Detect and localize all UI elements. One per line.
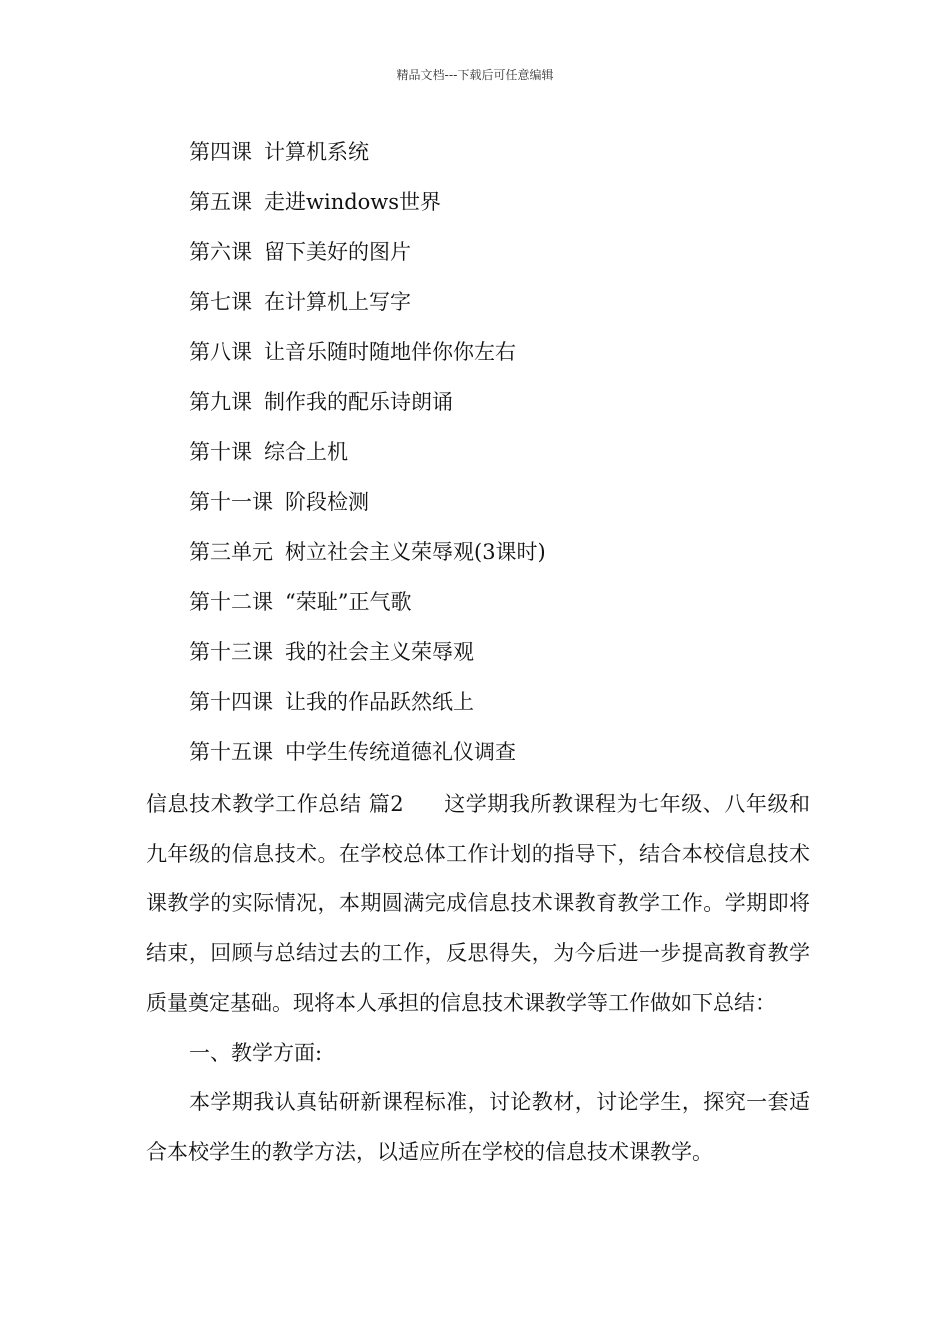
lesson-number: 第十三课 [189,640,273,664]
list-item [189,582,546,632]
lesson-title: 让我的作品跃然纸上 [285,690,474,714]
lesson-number: 第六课 [189,240,252,264]
lesson-number: 第八课 [189,340,252,364]
list-item [189,282,546,332]
list-item [189,132,546,182]
lesson-number: 第四课 [189,140,252,164]
lesson-title: “荣耻”正气歌 [285,590,412,614]
list-item [189,382,546,432]
article-heading: 信息技术教学工作总结 篇2 [146,792,404,816]
list-item [189,232,546,282]
lesson-number: 第十四课 [189,690,273,714]
lesson-number: 第九课 [189,390,252,414]
lesson-number: 第五课 [189,190,252,214]
section-title: 一、教学方面: [189,1040,323,1065]
list-item [189,332,546,382]
lesson-title: 留下美好的图片 [264,240,411,264]
lesson-title: 在计算机上写字 [264,290,411,314]
article-intro: 这学期我所教课程为七年级、八年级和九年级的信息技术。在学校总体工作计划的指导下，结合本校信息技术课教学的实际情况，本期圆满完成信息技术课教育教学工作。学期即将结束，回顾与总结过去的工作，反思得失，为今后进一步提高教育教学质量奠定基础。现将本人承担的信息技术课教学等工作做如下总结： [146,792,810,1015]
list-item [189,482,546,532]
lesson-title: 让音乐随时随地伴你你左右 [264,340,516,364]
list-item [189,682,546,732]
lesson-number: 第十一课 [189,490,273,514]
list-item [189,532,546,582]
article-body [146,780,810,1178]
unit-number: 第三单元 [189,540,273,564]
lesson-number: 第十二课 [189,590,273,614]
lesson-title: 我的社会主义荣辱观 [285,640,474,664]
list-item [189,732,546,782]
section-paragraph: 本学期我认真钻研新课程标准，讨论教材，讨论学生，探究一套适合本校学生的教学方法，以适应所在学校的信息技术课教学。 [146,1090,810,1164]
lesson-title: 中学生传统道德礼仪调查 [285,740,516,764]
lesson-title: 计算机系统 [264,140,369,164]
lesson-title: 走进windows世界 [264,190,442,214]
page-header: 精品文档---下载后可任意编辑 [396,68,554,82]
lesson-number: 第十课 [189,440,252,464]
lesson-number: 第十五课 [189,740,273,764]
list-item [189,182,546,232]
lesson-list [189,132,546,782]
lesson-title: 制作我的配乐诗朗诵 [264,390,453,414]
article-intro-paragraph [146,780,810,1029]
list-item [189,432,546,482]
unit-title: 树立社会主义荣辱观(3课时) [285,540,546,564]
lesson-title: 综合上机 [264,440,348,464]
list-item [189,632,546,682]
lesson-title: 阶段检测 [285,490,369,514]
lesson-number: 第七课 [189,290,252,314]
